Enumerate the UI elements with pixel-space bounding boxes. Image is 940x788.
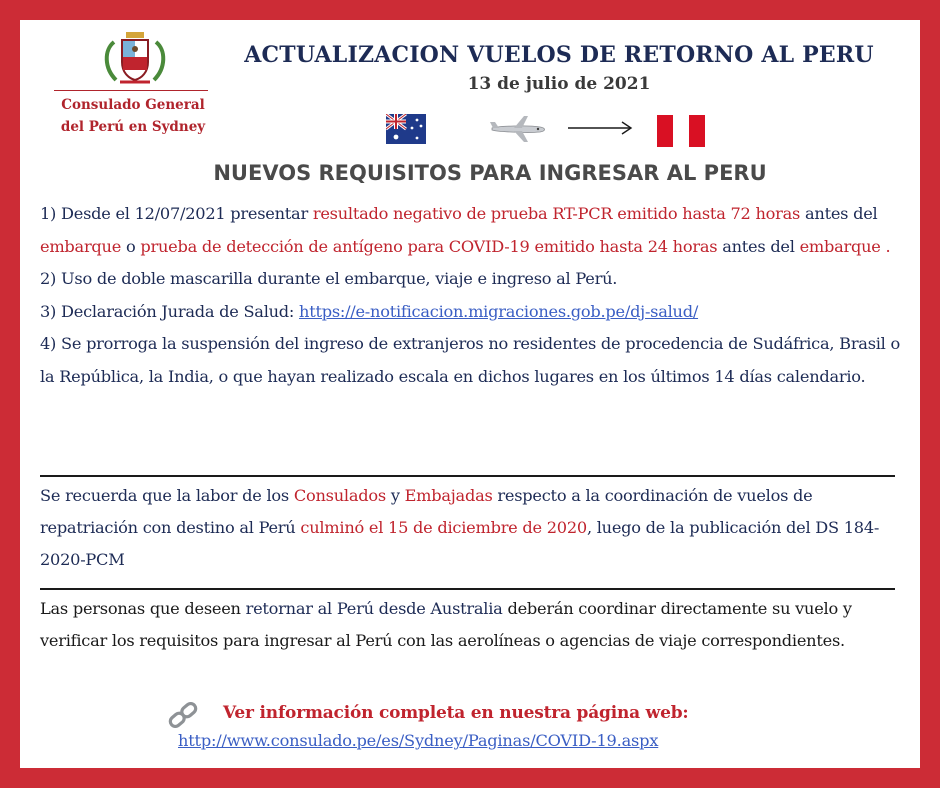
travelers-notice	[40, 593, 900, 657]
divider	[40, 475, 895, 477]
health-declaration-link[interactable]: https://e-notificacion.migraciones.gob.pe/dj-salud/	[299, 301, 699, 321]
requirement-1-text: antes del	[800, 204, 878, 223]
antigen-test-requirement: prueba de detección de antígeno para COVID-19 emitido hasta 24 horas	[140, 236, 718, 256]
page-date: 13 de julio de 2021	[467, 74, 651, 94]
announcement-card	[20, 20, 920, 768]
boarding-word-2: embarque .	[799, 236, 891, 256]
requirement-1-or: o	[121, 236, 141, 256]
peru-flag-icon	[657, 115, 705, 147]
travelers-text-2: deberán coordinar directamente su vuelo y verificar los requisitos para ingresar al Perú con las aerolíneas o agencias de viaje correspondientes.	[40, 599, 852, 650]
website-label: Ver información completa en nuestra página web:	[223, 703, 689, 723]
notice-text: Se recuerda que la labor de los	[40, 486, 294, 505]
requirements-list	[40, 198, 900, 393]
divider	[54, 90, 208, 91]
end-date-text: culminó el 15 de diciembre de 2020	[300, 518, 587, 537]
arrow-right-icon	[566, 118, 636, 138]
requirement-1-intro: 1) Desde el 12/07/2021 presentar	[40, 204, 313, 223]
requirement-3	[40, 296, 900, 329]
website-info	[165, 700, 805, 730]
return-route-text: retornar al Perú desde Australia	[245, 599, 503, 618]
consulate-notice	[40, 480, 900, 576]
consulate-line-1: Consulado General	[61, 97, 205, 113]
consulate-name	[38, 94, 228, 138]
requirement-1-text-2: antes del	[717, 236, 800, 256]
notice-and: y	[385, 486, 405, 505]
boarding-word: embarque	[40, 236, 122, 256]
page-title: ACTUALIZACION VUELOS DE RETORNO AL PERU	[244, 42, 874, 68]
website-link[interactable]: http://www.consulado.pe/es/Sydney/Paginas/COVID-19.aspx	[178, 731, 659, 750]
notice-paragraph	[40, 480, 900, 576]
requirement-2: 2) Uso de doble mascarilla durante el embarque, viaje e ingreso al Perú.	[40, 269, 618, 288]
consulates-word: Consulados	[293, 486, 386, 505]
notice-text-2: respecto a la coordinación de vuelos de repatriación con destino al Perú	[40, 486, 813, 537]
travelers-paragraph	[40, 593, 900, 657]
pcr-test-requirement: resultado negativo de prueba RT-PCR emitido hasta 72 horas	[312, 204, 801, 223]
notice-text-3: , luego de la publicación del DS 184-2020-PCM	[40, 518, 880, 569]
section-heading: NUEVOS REQUISITOS PARA INGRESAR AL PERU	[213, 161, 767, 185]
divider	[40, 588, 895, 590]
requirement-4: 4) Se prorroga la suspensión del ingreso de extranjeros no residentes de procedencia de Sudáfrica, Brasil o la República, la India, o que hayan realizado escala en dichos lugares en los últimos 14 días calendario.	[40, 334, 901, 386]
australia-flag-icon	[386, 114, 426, 144]
airplane-icon	[488, 114, 548, 144]
travelers-text: Las personas que deseen	[40, 599, 246, 618]
chain-link-icon	[167, 702, 199, 728]
peru-coat-of-arms-icon	[100, 28, 170, 90]
requirement-1	[40, 198, 900, 263]
embassies-word: Embajadas	[404, 486, 493, 505]
requirement-3-label: 3) Declaración Jurada de Salud:	[40, 301, 300, 321]
consulate-line-2: del Perú en Sydney	[60, 119, 206, 135]
